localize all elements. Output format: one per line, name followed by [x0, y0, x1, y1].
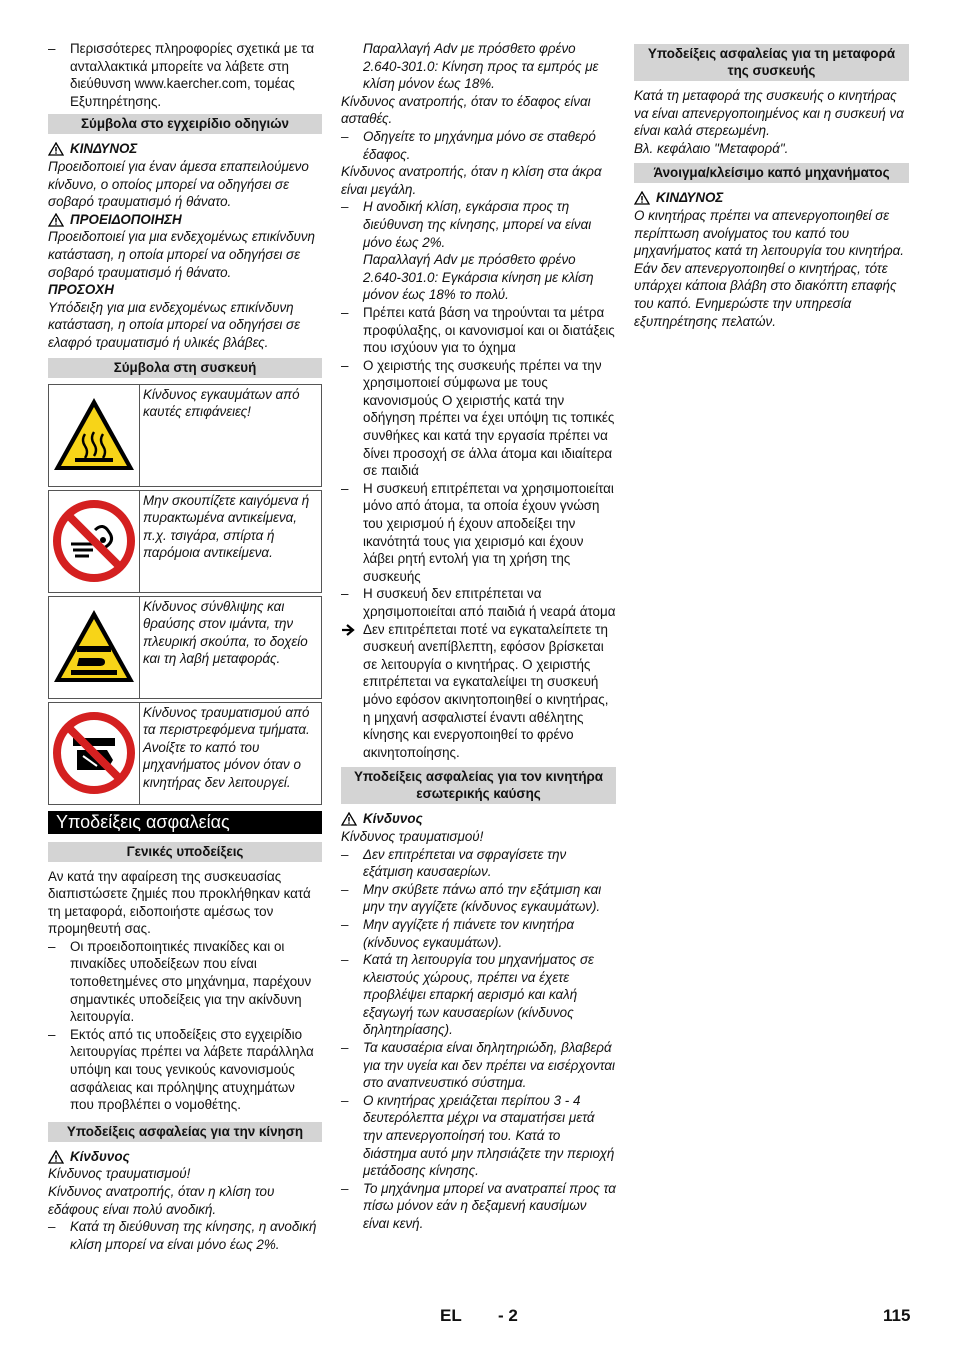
- general-text: Αν κατά την αφαίρεση της συσκευασίας διαπιστώσετε ζημιές που προκλήθηκαν κατά τη μεταφορά, ειδοποιήστε αμέσως τον προμηθευτή σας.: [48, 868, 311, 937]
- intro-item: – Περισσότερες πληροφορίες σχετικά με τα ανταλλακτικά μπορείτε να λάβετε στη διεύθυνση www.kaercher.com, τομέας Εξυπηρέτησης.: [48, 41, 315, 109]
- warning-label-row: ΠΡΟΕΙΔΟΠΟΙΗΣΗ: [48, 211, 322, 229]
- rotating-parts-prohibition-icon: [53, 712, 135, 794]
- column-2: [341, 40, 616, 1233]
- list-item: – Κατά τη λειτουργία του μηχανήματος σε κλειστούς χώρους, πρέπει να έχετε προβλέψει επαρκή αερισμό και καλή εξαγωγή των καυσαερίων (κίνδυνος δηλητηρίασης).: [341, 952, 594, 1038]
- motion-line-2: Κίνδυνος ανατροπής, όταν η κλίση του εδάφους είναι πολύ ανοδική.: [48, 1184, 275, 1217]
- section-header-manual-symbols: Σύμβολα στο εγχειρίδιο οδηγιών: [48, 114, 322, 134]
- hood-text: Ο κινητήρας πρέπει να απενεργοποιηθεί σε περίπτωση ανοίγματος του καπό του μηχανήματος κατά τη λειτουργία του κινητήρα. Εάν δεν απενεργοποιηθεί ο κινητήρας, τότε υπάρχει κάποια βλάβη στο διακόπτη επαφής του καπό. Ενημερώστε την υπηρεσία εξυπηρέτησης πελατών.: [634, 207, 904, 329]
- symbol-row: [48, 385, 322, 487]
- warning-text: Προειδοποιεί για μια ενδεχομένως επικίνδυνη κατάσταση, η οποία μπορεί να οδηγήσει σε σοβαρό τραυματισμό ή θάνατο.: [48, 229, 315, 280]
- symbol-text: Μην σκουπίζετε καιγόμενα ή πυρακτωμένα αντικείμενα, π.χ. τσιγάρα, σπίρτα ή παρόμοια αντικείμενα.: [143, 492, 310, 561]
- section-header-general: Γενικές υποδείξεις: [48, 842, 322, 862]
- danger-text: Προειδοποιεί για έναν άμεσα επαπειλούμενο κίνδυνο, ο οποίος μπορεί να οδηγήσει σε σοβαρό τραυματισμό ή θάνατο.: [48, 158, 309, 210]
- warning-triangle-icon: [48, 142, 64, 156]
- list-item: – Η συσκευή δεν επιτρέπεται να χρησιμοποιείται από παιδιά ή νεαρά άτομα: [341, 586, 616, 619]
- hot-surface-warning-icon: [51, 394, 137, 476]
- arrow-right-icon: [341, 623, 355, 637]
- list-item: – Μην αγγίζετε ή πιάνετε τον κινητήρα (κίνδυνος εγκαυμάτων).: [341, 916, 575, 950]
- column-3: [634, 40, 909, 330]
- danger-label-row: ΚΙΝΔΥΝΟΣ: [48, 140, 322, 158]
- list-item: – Οδηγείτε το μηχάνημα μόνο σε σταθερό έδαφος.: [341, 128, 596, 162]
- section-header-engine: Υποδείξεις ασφαλείας για τον κινητήρα εσωτερικής καύσης: [341, 767, 616, 804]
- list-item: – Ο κινητήρας χρειάζεται περίπου 3 - 4 δευτερόλεπτα μέχρι να σταματήσει μετά την απενεργοποίησή του. Κατά το διάστημα αυτό μην πλησιάζετε την περιοχή μετάδοσης κίνησης.: [341, 1092, 615, 1179]
- warning-triangle-icon: [341, 812, 357, 826]
- footer-section: - 2: [498, 1306, 518, 1325]
- caution-label: ΠΡΟΣΟΧΗ: [48, 282, 114, 298]
- hood-danger-label-row: ΚΙΝΔΥΝΟΣ: [634, 189, 909, 207]
- list-item: – Κατά τη διεύθυνση της κίνησης, η ανοδική κλίση μπορεί να είναι μόνο έως 2%.: [48, 1219, 317, 1252]
- symbol-text: Κίνδυνος εγκαυμάτων από καυτές επιφάνειες!: [143, 386, 300, 420]
- adv-variant-text: Παραλλαγή Adv με πρόσθετο φρένο 2.640-301.0: Κίνηση προς τα εμπρός με κλίση μόνον έως 18%.: [363, 41, 599, 92]
- list-item: – Μην σκύβετε πάνω από την εξάτμιση και μην την αγγίζετε (κίνδυνος εγκαυμάτων).: [341, 881, 602, 915]
- list-item: – Εκτός από τις υποδείξεις στο εγχειρίδιο λειτουργίας πρέπει να λάβετε παράλληλα υπόψη και τους γενικούς κανονισμούς ασφάλειας και πρόληψης ατυχημάτων που προβλέπει ο νομοθέτης.: [48, 1026, 314, 1113]
- engine-line: Κίνδυνος τραυματισμού!: [341, 828, 484, 844]
- footer-language: EL: [440, 1306, 462, 1325]
- crush-hazard-icon: [51, 606, 137, 688]
- symbol-row: [48, 490, 322, 593]
- motion-line-1: Κίνδυνος τραυματισμού!: [48, 1166, 191, 1182]
- symbol-image-cell: [49, 597, 140, 698]
- symbol-image-cell: [49, 703, 140, 804]
- section-header-hood: Άνοιγμα/κλείσιμο καπό μηχανήματος: [634, 163, 909, 183]
- list-item: – Η ανοδική κλίση, εγκάρσια προς τη διεύθυνση της κίνησης, μπορεί να είναι μόνο έως 2%.: [341, 199, 592, 250]
- section-header-device-symbols: Σύμβολα στη συσκευή: [48, 358, 322, 378]
- symbol-row: [48, 596, 322, 699]
- tip-risk-slope: Κίνδυνος ανατροπής, όταν η κλίση στα άκρα είναι μεγάλη.: [341, 164, 602, 197]
- main-heading: Υποδείξεις ασφαλείας: [48, 811, 322, 834]
- warning-triangle-icon: [634, 191, 650, 205]
- adv-variant-text-2: Παραλλαγή Adv με πρόσθετο φρένο 2.640-301.0: Εγκάρσια κίνηση με κλίση μόνον έως 18% το πολύ.: [363, 252, 594, 303]
- transport-text: Κατά τη μεταφορά της συσκευής ο κινητήρας να είναι απενεργοποιημένος και η συσκευή να είναι καλά στερεωμένη.: [634, 88, 904, 139]
- symbol-text: Κίνδυνος σύνθλιψης και θραύσης στον ιμάντα, την πλευρική σκούπα, το δοχείο και τη λαβή μεταφοράς.: [143, 598, 308, 667]
- list-item: – Οι προειδοποιητικές πινακίδες και οι πινακίδες υποδείξεων που είναι τοποθετημένες στο μηχάνημα, παρέχουν σημαντικές υποδείξεις για την ακίνδυνη λειτουργία.: [48, 938, 312, 1025]
- warning-triangle-icon: [48, 1150, 64, 1164]
- list-item: – Τα καυσαέρια είναι δηλητηριώδη, βλαβερά για την υγεία και δεν πρέπει να εισέρχονται στο αναπνευστικό σύστημα.: [341, 1040, 616, 1091]
- arrow-item: Δεν επιτρέπεται ποτέ να εγκαταλείπετε τη συσκευή ανεπίβλεπτη, εφόσον βρίσκεται σε λειτουργία ο κινητήρας. Ο χειριστής επιτρέπεται να εγκαταλείψει τη συσκευή μόνο εφόσον ακινητοποιηθεί ο κινητήρας, η μηχανή ασφαλιστεί έναντι αθέλητης κίνησης και ενεργοποιηθεί το φρένο ακινητοποίησης.: [341, 621, 616, 762]
- list-item: – Ο χειριστής της συσκευής πρέπει να την χρησιμοποιεί σύμφωνα με τους κανονισμούς Ο χειριστής κατά την οδήγηση πρέπει να έχει υπόψη τις τοπικές συνθήκες και κατά την εργασία πρέπει να δίνει προσοχή σε άλλα άτομα και ιδιαίτερα σε παιδιά: [341, 357, 615, 479]
- section-header-transport: Υποδείξεις ασφαλείας για τη μεταφορά της συσκευής: [634, 44, 909, 81]
- no-burning-objects-icon: [53, 500, 135, 582]
- list-item: – Πρέπει κατά βάση να τηρούνται τα μέτρα προφύλαξης, οι κανονισμοί και οι διατάξεις που ισχύουν για το όχημα: [341, 304, 615, 356]
- tip-risk-unstable: Κίνδυνος ανατροπής, όταν το έδαφος είναι ασταθές.: [341, 93, 591, 127]
- transport-ref: Βλ. κεφάλαιο "Μεταφορά".: [634, 140, 789, 156]
- motion-danger-label-row: Κίνδυνος: [48, 1148, 322, 1166]
- list-item: – Το μηχάνημα μπορεί να ανατραπεί προς τα πίσω μόνον εάν η δεξαμενή καυσίμων είναι κενή.: [341, 1180, 616, 1231]
- symbol-image-cell: [49, 385, 140, 486]
- section-header-motion: Υποδείξεις ασφαλείας για την κίνηση: [48, 1122, 322, 1142]
- column-1: [48, 40, 322, 1253]
- symbol-text: Κίνδυνος τραυματισμού από τα περιστρεφόμενα τμήματα. Ανοίξτε το καπό του μηχανήματος μόνον όταν ο κινητήρας δεν λειτουργεί.: [143, 704, 310, 790]
- symbol-row: [48, 702, 322, 805]
- caution-text: Υπόδειξη για μια ενδεχομένως επικίνδυνη κατάσταση, η οποία μπορεί να οδηγήσει σε ελαφρό τραυματισμό ή υλικές βλάβες.: [48, 299, 301, 350]
- footer-page-number: 115: [883, 1306, 911, 1325]
- symbol-table: [48, 384, 322, 805]
- symbol-image-cell: [49, 491, 140, 592]
- list-item: – Δεν επιτρέπεται να σφραγίσετε την εξάτμιση καυσαερίων.: [341, 846, 567, 880]
- list-item: – Η συσκευή επιτρέπεται να χρησιμοποιείται μόνο από άτομα, τα οποία έχουν γνώση του χειρισμού ή έχουν αποδείξει την ικανότητά τους για χειρισμό και έχουν λάβει ρητή εντολή για τη χρήση της συσκευής: [341, 480, 614, 584]
- engine-danger-label-row: Κίνδυνος: [341, 810, 616, 828]
- warning-triangle-icon: [48, 213, 64, 227]
